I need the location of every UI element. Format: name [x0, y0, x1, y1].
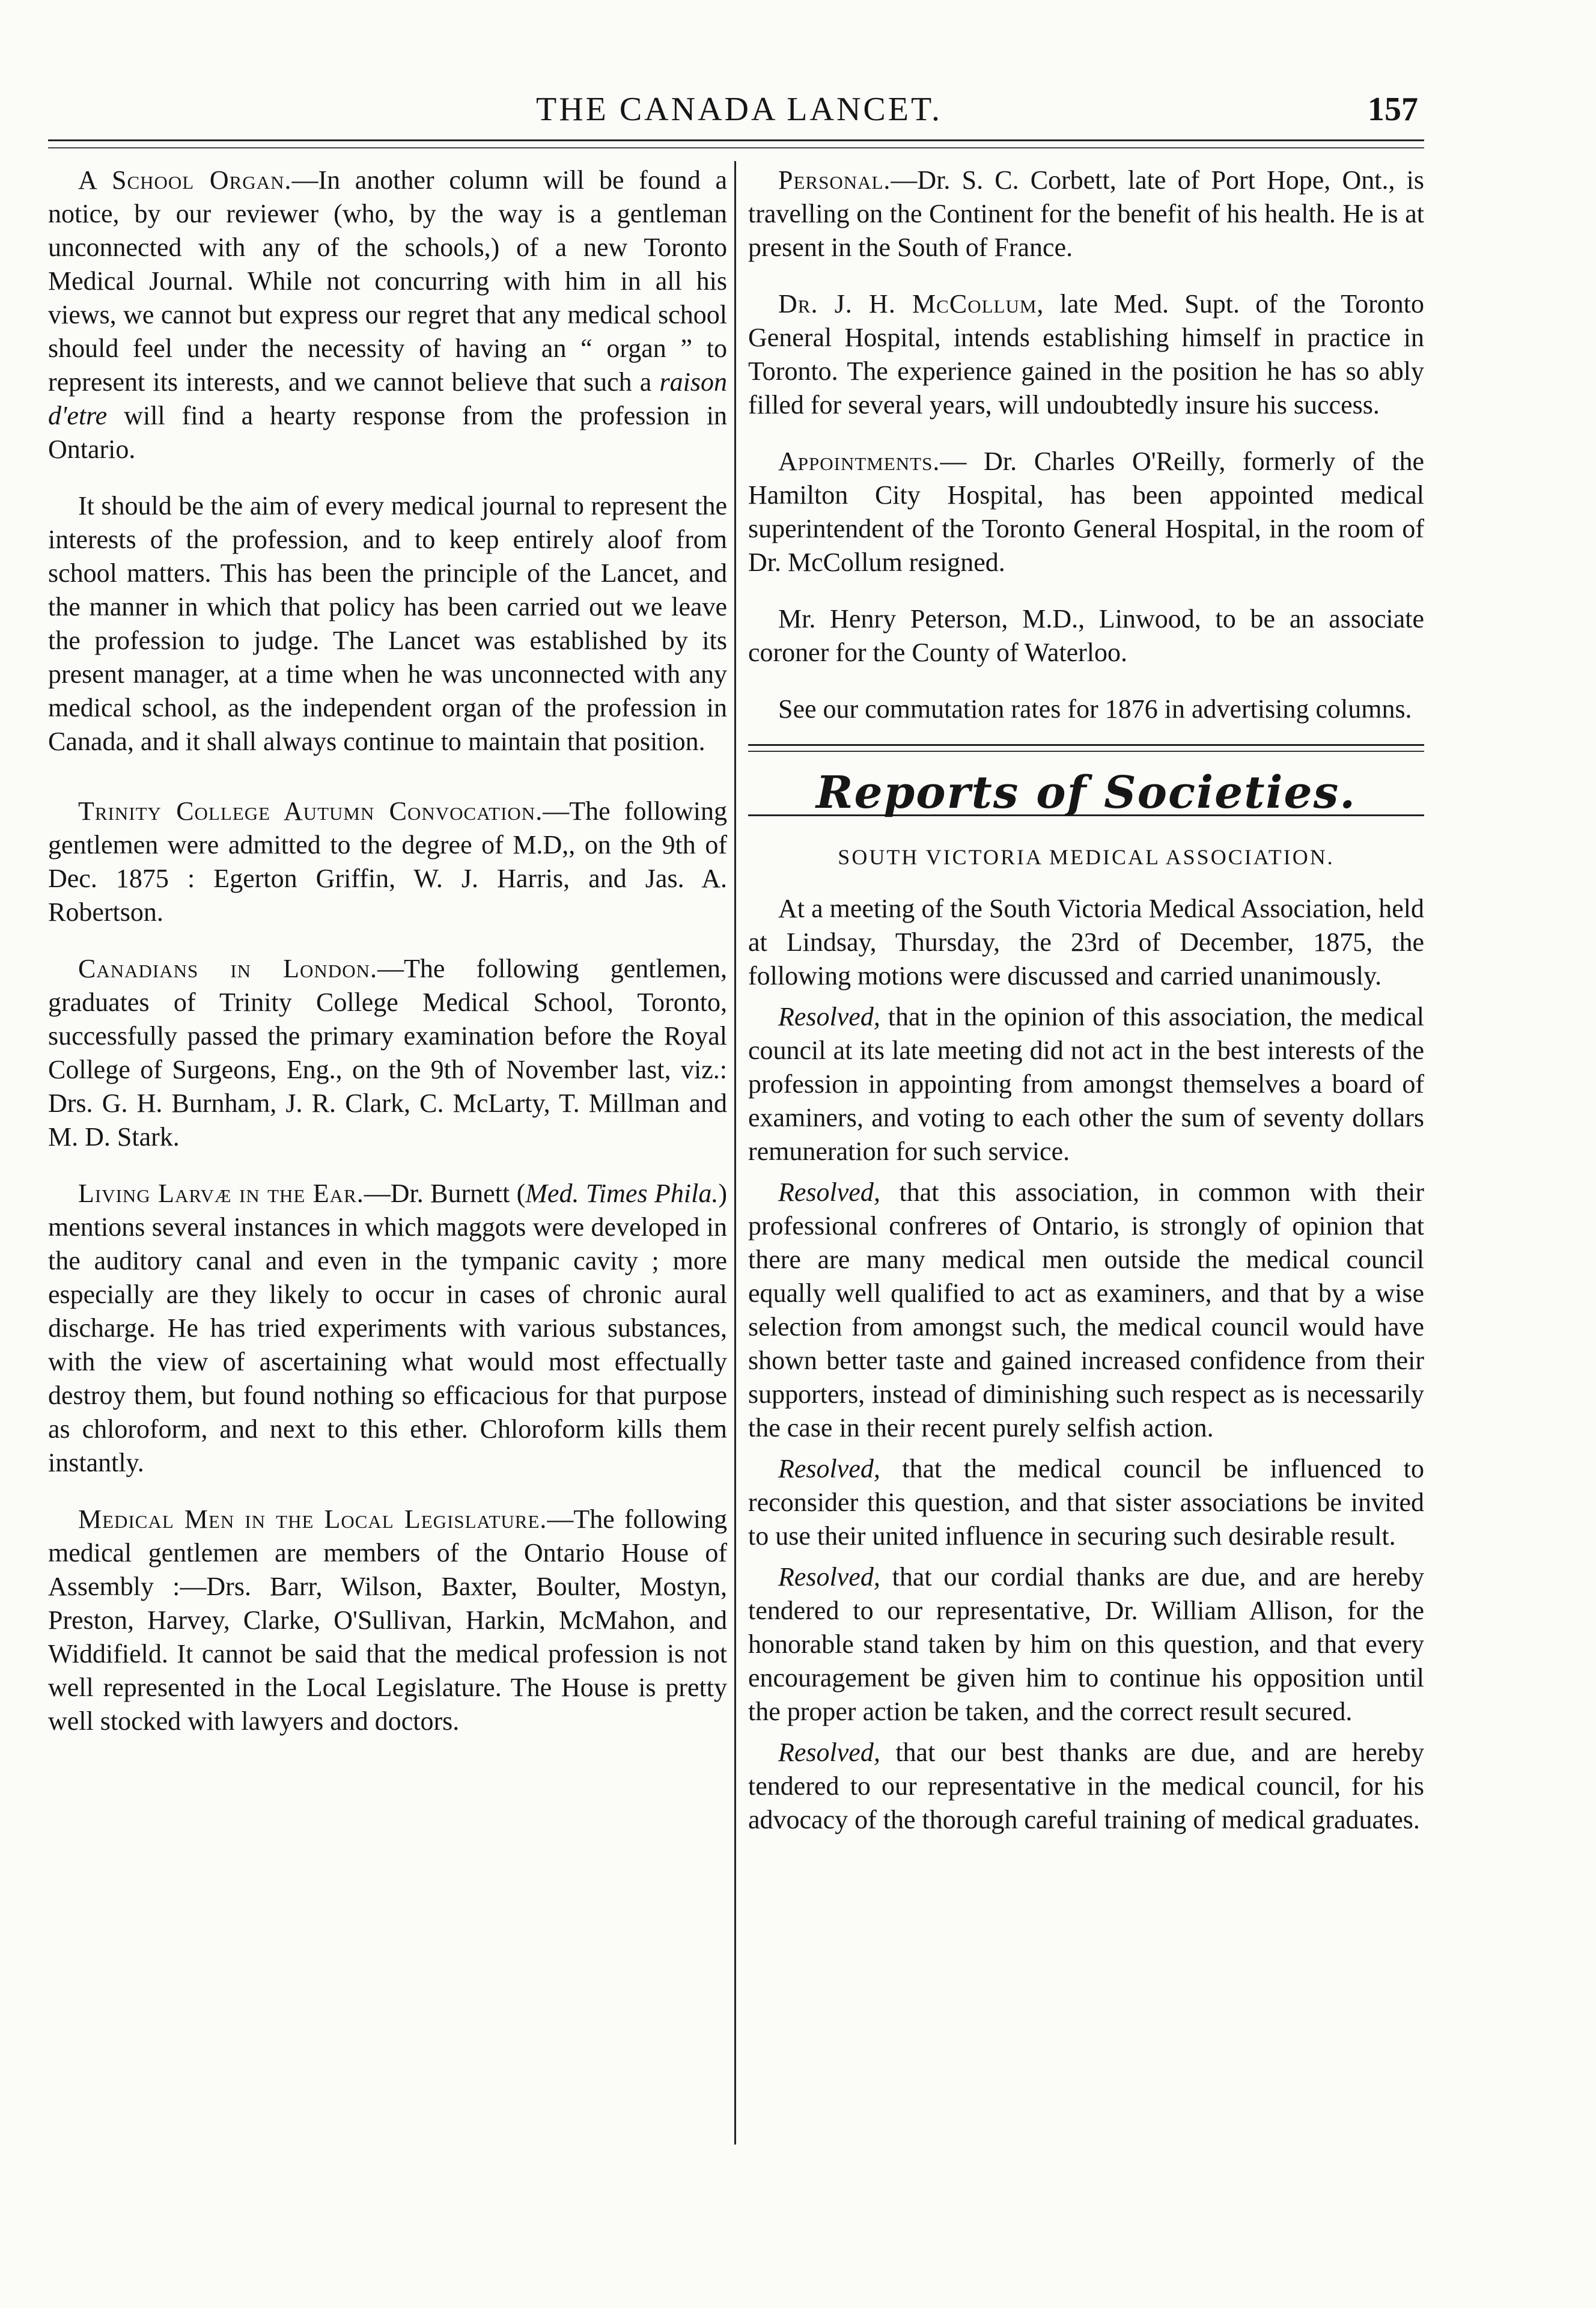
resolutions-list — [748, 1000, 1424, 1837]
school-organ-text-end: will find a hearty response from the profession in Ontario. — [48, 401, 727, 464]
mccollum-paragraph — [748, 287, 1424, 422]
canadians-paragraph — [48, 952, 727, 1154]
resolution — [748, 1736, 1424, 1837]
right-column — [748, 163, 1424, 1844]
larvae-citation: Med. Times Phila. — [525, 1179, 719, 1208]
canadians-heading: Canadians in London. — [78, 954, 377, 983]
trinity-heading: Trinity College Autumn Convocation. — [78, 796, 543, 826]
resolution-text: that this association, in common with their professional confreres of Ontario, is strongly of opinion that there are many medical men outside the medical council equally well qualified to act as examiners, and that by a wise selection from amongst such, the medical council would have shown better taste and gained increased confidence from their supporters, instead of diminishing such respect as is necessarily the case in their recent purely selfish action. — [748, 1177, 1424, 1442]
trinity-paragraph — [48, 795, 727, 929]
resolution — [748, 1452, 1424, 1553]
canadians-text: —The following gentlemen, graduates of Trinity College Medical School, Toronto, successfully passed the primary examination before the Royal College of Surgeons, Eng., on the 9th of November last, viz.: Drs. G. H. Burnham, J. R. Clark, C. McLarty, T. Millman and M. D. Stark. — [48, 954, 727, 1152]
legislature-text: —The following medical gentlemen are members of the Ontario House of Assembly :—Drs. Barr, Wilson, Baxter, Boulter, Mostyn, Preston, Harvey, Clarke, O'Sullivan, Harkin, McMahon, and Widdifield. It cannot be said that the medical profession is not well represented in the Local Legislature. The House is pretty well stocked with lawyers and doctors. — [48, 1504, 727, 1736]
resolution — [748, 1560, 1424, 1729]
school-organ-text: —In another column will be found a notice, by our reviewer (who, by the way is a gentleman unconnected with any of the schools,) of a new Toronto Medical Journal. While not concurring with him in all his views, we cannot but express our regret that any medical school should feel under the necessity of having an “ organ ” to represent its interests, and we cannot believe that such a — [48, 165, 727, 397]
resolved-word: Resolved, — [778, 1177, 880, 1207]
running-header — [48, 90, 1430, 138]
larvae-text-2: ) mentions several instances in which maggots were developed in the auditory canal and even in the tympanic cavity ; more especially are they likely to occur in cases of chronic aural discharge. He has tried experiments with various substances, with the view of ascertaining what would most effectually destroy them, but found nothing so efficacious for that purpose as chloroform, and next to this ether. Chloroform kills them instantly. — [48, 1179, 727, 1477]
resolution-text: that our cordial thanks are due, and are hereby tendered to our representative, Dr. William Allison, for the honorable stand taken by him on this question, and that every encouragement be given him to continue his opposition until the proper action be taken, and the correct result secured. — [748, 1562, 1424, 1726]
resolution — [748, 1000, 1424, 1168]
resolution-text: that in the opinion of this association, the medical council at its late meeting did not act in the best interests of the profession in appointing from amongst themselves a board of examiners, and voting to each other the sum of seventy dollars remuneration for such service. — [748, 1002, 1424, 1166]
journal-title: THE CANADA LANCET. — [535, 91, 943, 128]
resolution — [748, 1176, 1424, 1445]
left-column — [48, 163, 727, 1761]
resolved-word: Resolved, — [778, 1738, 880, 1767]
peterson-paragraph: Mr. Henry Peterson, M.D., Linwood, to be an associate coroner for the County of Waterloo. — [748, 604, 1424, 667]
appointments-heading: Appointments. — [778, 447, 940, 476]
section-title: Reports of Societies. — [815, 767, 1357, 819]
larvae-text-1: —Dr. Burnett ( — [364, 1179, 526, 1208]
school-organ-italic: raison d'etre — [48, 367, 727, 430]
school-organ-paragraph-2: It should be the aim of every medical journal to represent the interests of the profession, and to keep entirely aloof from school matters. This has been the principle of the Lancet, and the manner in which that policy has been carried out we leave the profession to judge. The Lancet was established by its present manager, at a time when he was unconnected with any medical school, as the independent organ of the profession in Canada, and it shall always continue to maintain that position. — [48, 491, 727, 756]
personal-paragraph — [748, 163, 1424, 264]
resolved-word: Resolved, — [778, 1562, 880, 1592]
legislature-heading: Medical Men in the Local Legislature. — [78, 1504, 547, 1534]
header-rule — [48, 139, 1424, 148]
resolved-word: Resolved, — [778, 1454, 880, 1483]
trinity-text: —The following gentlemen were admitted to the degree of M.D,, on the 9th of Dec. 1875 : Egerton Griffin, W. J. Harris, and Jas. A. Robertson. — [48, 796, 727, 927]
page-number: 157 — [1368, 91, 1418, 128]
appointments-text: — Dr. Charles O'Reilly, formerly of the Hamilton City Hospital, has been appointed medical superintendent of the Toronto General Hospital, in the room of Dr. McCollum resigned. — [748, 447, 1424, 577]
association-title: SOUTH VICTORIA MEDICAL ASSOCIATION. — [838, 845, 1335, 869]
appointments-paragraph — [748, 445, 1424, 579]
commutation-paragraph: See our commutation rates for 1876 in advertising columns. — [778, 694, 1412, 724]
mccollum-text: late Med. Supt. of the Toronto General Hospital, intends establishing himself in practice in Toronto. The experience gained in the position he has so ably filled for several years, will undoubtedly insure his success. — [748, 289, 1424, 420]
school-organ-paragraph-1 — [48, 163, 727, 466]
personal-heading: Personal. — [778, 165, 891, 195]
larvae-paragraph — [48, 1177, 727, 1480]
section-rule — [748, 744, 1424, 752]
personal-text: —Dr. S. C. Corbett, late of Port Hope, Ont., is travelling on the Continent for the benefit of his health. He is at present in the South of France. — [748, 165, 1424, 262]
resolution-text: that the medical council be influenced to reconsider this question, and that sister associations be invited to use their united influence in securing such desirable result. — [748, 1454, 1424, 1551]
meeting-intro: At a meeting of the South Victoria Medical Association, held at Lindsay, Thursday, the 23rd of December, 1875, the following motions were discussed and carried unanimously. — [748, 894, 1424, 991]
larvae-heading: Living Larvæ in the Ear. — [78, 1179, 364, 1208]
legislature-paragraph — [48, 1503, 727, 1738]
school-organ-heading: A School Organ. — [78, 165, 292, 195]
mccollum-heading: Dr. J. H. McCollum, — [778, 289, 1044, 319]
resolved-word: Resolved, — [778, 1002, 880, 1031]
column-divider — [734, 161, 736, 2145]
resolution-text: that our best thanks are due, and are hereby tendered to our representative in the medical council, for his advocacy of the thorough careful training of medical graduates. — [748, 1738, 1424, 1834]
